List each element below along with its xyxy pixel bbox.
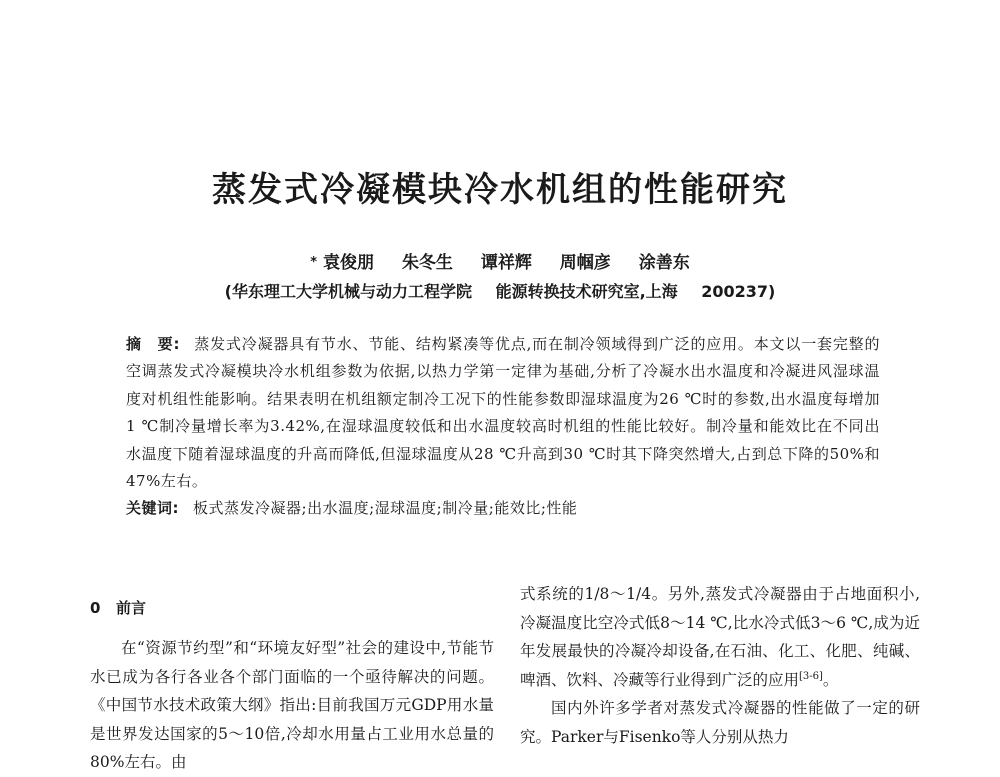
- affiliation-institution: (华东理工大学机械与动力工程学院: [224, 282, 472, 301]
- section-heading: [90, 594, 494, 622]
- keyword: 湿球温度: [374, 499, 437, 517]
- abstract-label: 摘 要:: [126, 335, 180, 353]
- affiliation-postcode: 200237): [701, 282, 776, 301]
- paper-title: 蒸发式冷凝模块冷水机组的性能研究: [212, 170, 788, 210]
- author-name: 袁俊朋: [323, 253, 375, 273]
- keyword: 板式蒸发冷凝器: [193, 499, 302, 517]
- keyword: 能效比: [494, 499, 541, 517]
- left-column: [90, 594, 494, 777]
- affiliation: [0, 281, 1000, 303]
- affiliation-department: 能源转换技术研究室,上海: [495, 282, 678, 301]
- keyword: 出水温度: [307, 499, 370, 517]
- body-paragraph: [520, 580, 920, 694]
- section-number: 0: [90, 599, 101, 617]
- right-column: [520, 580, 920, 751]
- section-title: 前言: [116, 599, 147, 617]
- author-name: 朱冬生: [401, 253, 453, 273]
- keyword: 性能: [546, 499, 578, 517]
- keyword: 制冷量: [442, 499, 489, 517]
- body-paragraph: 国内外许多学者对蒸发式冷凝器的性能做了一定的研究。Parker与Fisenko等人分别从热力: [520, 699, 920, 746]
- body-paragraph: 在“资源节约型”和“环境友好型”社会的建设中,节能节水已成为各行各业各个部门面临的一个亟待解决的问题。《中国节水技术政策大纲》指出:目前我国万元GDP用水量是世界发达国家的5～10倍,冷却水用量占工业用水总量的80%左右。由: [90, 639, 494, 771]
- keywords-label: 关键词:: [126, 499, 179, 517]
- paragraph-text: 式系统的1/8～1/4。另外,蒸发式冷凝器由于占地面积小,冷凝温度比空冷式低8～14 ℃,比水冷式低3～6 ℃,成为近年发展最快的冷凝冷却设备,在石油、化工、化肥、纯碱、啤酒、饮料、冷藏等行业得到广泛的应用: [520, 585, 920, 689]
- author-name: 涂善东: [638, 253, 690, 273]
- author-name: 周帼彦: [559, 253, 611, 273]
- abstract: [126, 331, 880, 495]
- keywords: 关键词: 板式蒸发冷凝器;出水温度;湿球温度;制冷量;能效比;性能: [126, 499, 578, 517]
- corresponding-author-marker: *: [310, 255, 318, 270]
- abstract-text: 蒸发式冷凝器具有节水、节能、结构紧凑等优点,而在制冷领域得到广泛的应用。本文以一套完整的空调蒸发式冷凝模块冷水机组参数为依据,以热力学第一定律为基础,分析了冷凝水出水温度和冷凝进风湿球温度对机组性能影响。结果表明在机组额定制冷工况下的性能参数即湿球温度为26 ℃时的参数,出水温度每增加1 ℃制冷量增长率为3.42%,在湿球温度较低和出水温度较高时机组的性能比较好。制冷量和能效比在不同出水温度下随着湿球温度的升高而降低,但湿球温度从28 ℃升高到30 ℃时其下降突然增大,占到总下降的50%和47%左右。: [126, 335, 881, 491]
- citation: [3-6]: [799, 670, 823, 682]
- author-list: [0, 252, 1000, 274]
- author-name: 谭祥辉: [480, 253, 532, 273]
- paragraph-end: 。: [822, 670, 839, 689]
